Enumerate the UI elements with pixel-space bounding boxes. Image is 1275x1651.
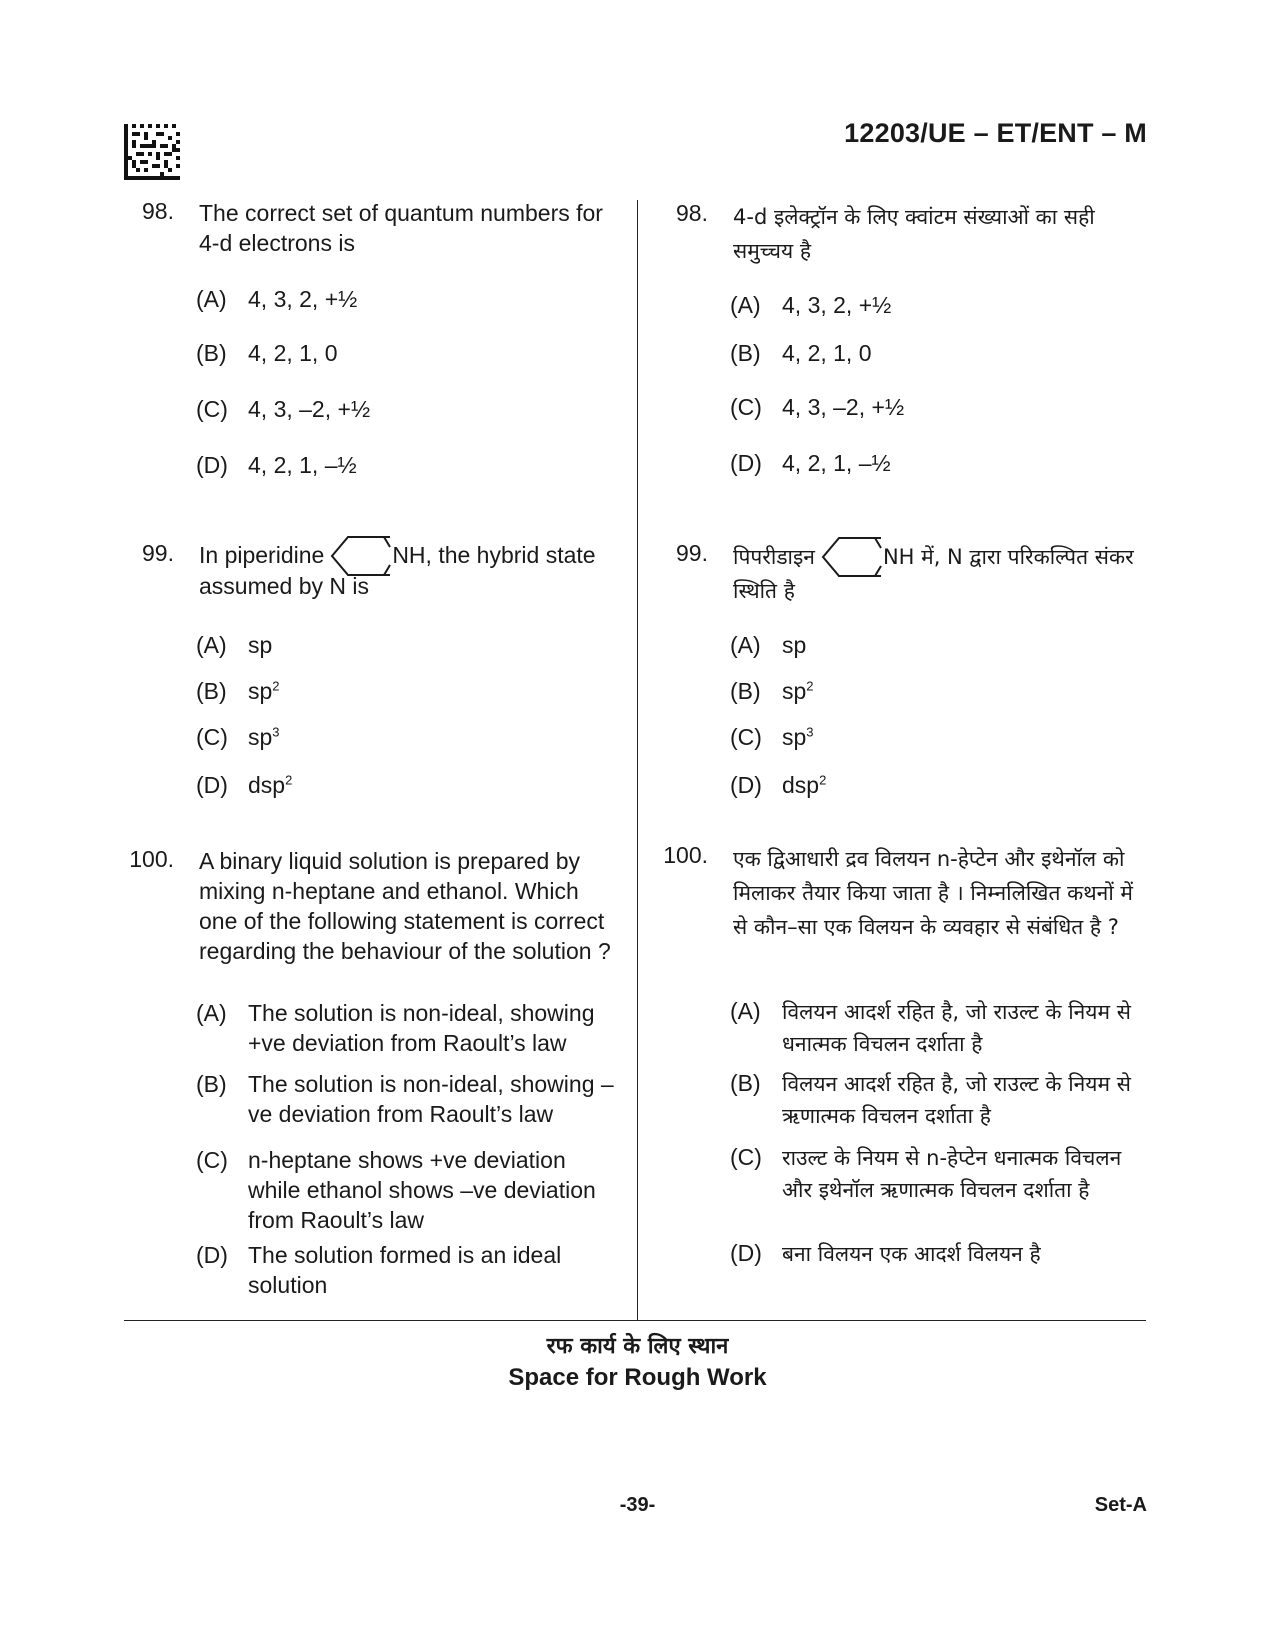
footer-divider <box>124 1320 1146 1321</box>
option-b <box>196 676 616 706</box>
option-label: (B) <box>730 340 761 366</box>
option-label: (C) <box>196 724 228 750</box>
paper-code: 12203/UE – ET/ENT – M <box>844 118 1147 148</box>
question-text-before: पिपरीडाइन <box>733 545 815 569</box>
option-d <box>196 1240 616 1300</box>
option-a <box>730 290 1150 320</box>
option-b <box>730 676 1150 706</box>
question-text-after: NH में, N द्वारा परिकल्पित संकर स्थिति है <box>733 545 1134 603</box>
option-label: (B) <box>196 678 227 704</box>
question-98-en <box>124 198 614 258</box>
option-label: (A) <box>196 632 227 658</box>
option-text: 4, 3, –2, +½ <box>782 394 905 420</box>
question-number: 99. <box>142 540 174 566</box>
option-label: (C) <box>730 1144 762 1170</box>
option-label: (B) <box>196 1071 227 1097</box>
question-98-hi <box>658 200 1148 268</box>
question-text: The correct set of quantum numbers for 4-d electrons is <box>199 200 603 256</box>
option-label: (D) <box>196 772 228 798</box>
option-d <box>730 448 1150 478</box>
option-d <box>730 770 1150 800</box>
option-a <box>196 284 616 314</box>
question-number: 98. <box>676 200 708 226</box>
option-text: 4, 3, 2, +½ <box>782 292 892 318</box>
option-label: (C) <box>196 396 228 422</box>
option-text: 4, 3, 2, +½ <box>248 286 358 312</box>
option-b <box>730 1068 1150 1132</box>
question-number: 99. <box>676 540 708 566</box>
option-label: (C) <box>196 1147 228 1173</box>
option-a <box>730 630 1150 660</box>
option-label: (A) <box>730 292 761 318</box>
question-number: 100. <box>129 846 174 872</box>
question-text <box>199 540 614 601</box>
question-number: 100. <box>663 842 708 868</box>
option-label: (D) <box>196 452 228 478</box>
option-label: (B) <box>730 1070 761 1096</box>
option-text: राउल्ट के नियम से n-हेप्टेन धनात्मक विचलन और इथेनॉल ऋणात्मक विचलन दर्शाता है <box>782 1146 1122 1202</box>
option-label: (A) <box>730 632 761 658</box>
option-text: 4, 3, –2, +½ <box>248 396 371 422</box>
option-text: The solution is non-ideal, showing +ve deviation from Raoult’s law <box>248 1000 595 1056</box>
option-label: (C) <box>730 394 762 420</box>
question-text: A binary liquid solution is prepared by mixing n-heptane and ethanol. Which one of the following statement is correct regarding the behaviour of the solution ? <box>199 848 611 964</box>
option-text: 4, 2, 1, 0 <box>782 340 872 366</box>
option-label: (D) <box>730 450 762 476</box>
option-c <box>196 1145 616 1235</box>
question-text: 4-d इलेक्ट्रॉन के लिए क्वांटम संख्याओं का सही समुच्चय है <box>733 205 1095 263</box>
option-text: The solution formed is an ideal solution <box>248 1242 562 1298</box>
option-text: 4, 2, 1, –½ <box>782 450 891 476</box>
qr-code-icon <box>124 124 180 180</box>
rough-work-english: Space for Rough Work <box>508 1364 767 1391</box>
option-label: (A) <box>196 1000 227 1026</box>
option-text: sp <box>782 632 807 658</box>
option-a <box>196 630 616 660</box>
column-divider <box>637 200 638 1320</box>
option-text: 4, 2, 1, 0 <box>248 340 338 366</box>
option-text: 4, 2, 1, –½ <box>248 452 357 478</box>
option-text: $sp^2$ <box>248 678 280 704</box>
piperidine-ring-icon <box>819 534 883 580</box>
page-number: -39- <box>619 1494 656 1516</box>
option-label: (D) <box>730 772 762 798</box>
option-a <box>730 996 1150 1060</box>
option-text: dsp$^2$ <box>782 772 827 798</box>
set-label: Set-A <box>1094 1494 1147 1516</box>
question-text-after: NH, the hybrid state assumed by N is <box>199 542 596 599</box>
option-text: $sp^3$ <box>782 724 814 750</box>
option-label: (D) <box>730 1240 762 1266</box>
option-c <box>730 1142 1150 1206</box>
option-text: बना विलयन एक आदर्श विलयन है <box>782 1242 1041 1266</box>
option-label: (A) <box>730 998 761 1024</box>
option-text: The solution is non-ideal, showing –ve deviation from Raoult’s law <box>248 1071 614 1127</box>
question-number: 98. <box>142 198 174 224</box>
question-text <box>733 540 1148 608</box>
option-c <box>730 722 1150 752</box>
option-label: (D) <box>196 1242 228 1268</box>
question-text-before: In piperidine <box>199 542 325 568</box>
question-100-hi <box>658 842 1148 944</box>
option-text: dsp$^2$ <box>248 772 293 798</box>
option-label: (A) <box>196 286 227 312</box>
option-text: विलयन आदर्श रहित है, जो राउल्ट के नियम से ऋणात्मक विचलन दर्शाता है <box>782 1072 1131 1128</box>
question-100-en <box>124 846 614 966</box>
option-label: (B) <box>196 340 227 366</box>
rough-work-hindi: रफ कार्य के लिए स्थान <box>546 1334 729 1359</box>
question-text: एक द्विआधारी द्रव विलयन n-हेप्टेन और इथेनॉल को मिलाकर तैयार किया जाता है । निम्नलिखित कथनों में से कौन–सा एक विलयन के व्यवहार से संबंधित है ? <box>733 847 1133 939</box>
option-b <box>196 338 616 368</box>
option-a <box>196 998 616 1058</box>
option-b <box>730 338 1150 368</box>
option-d <box>196 770 616 800</box>
option-text: n-heptane shows +ve deviation while ethanol shows –ve deviation from Raoult’s law <box>248 1147 596 1233</box>
option-label: (B) <box>730 678 761 704</box>
option-c <box>196 394 616 424</box>
option-text: विलयन आदर्श रहित है, जो राउल्ट के नियम से धनात्मक विचलन दर्शाता है <box>782 1000 1131 1056</box>
option-d <box>196 450 616 480</box>
option-text: $sp^3$ <box>248 724 280 750</box>
option-label: (C) <box>730 724 762 750</box>
option-c <box>730 392 1150 422</box>
option-text: sp <box>248 632 273 658</box>
question-99-en <box>124 540 614 601</box>
option-d <box>730 1238 1150 1270</box>
option-c <box>196 722 616 752</box>
question-99-hi <box>658 540 1148 608</box>
option-text: $sp^2$ <box>782 678 814 704</box>
option-b <box>196 1069 616 1129</box>
